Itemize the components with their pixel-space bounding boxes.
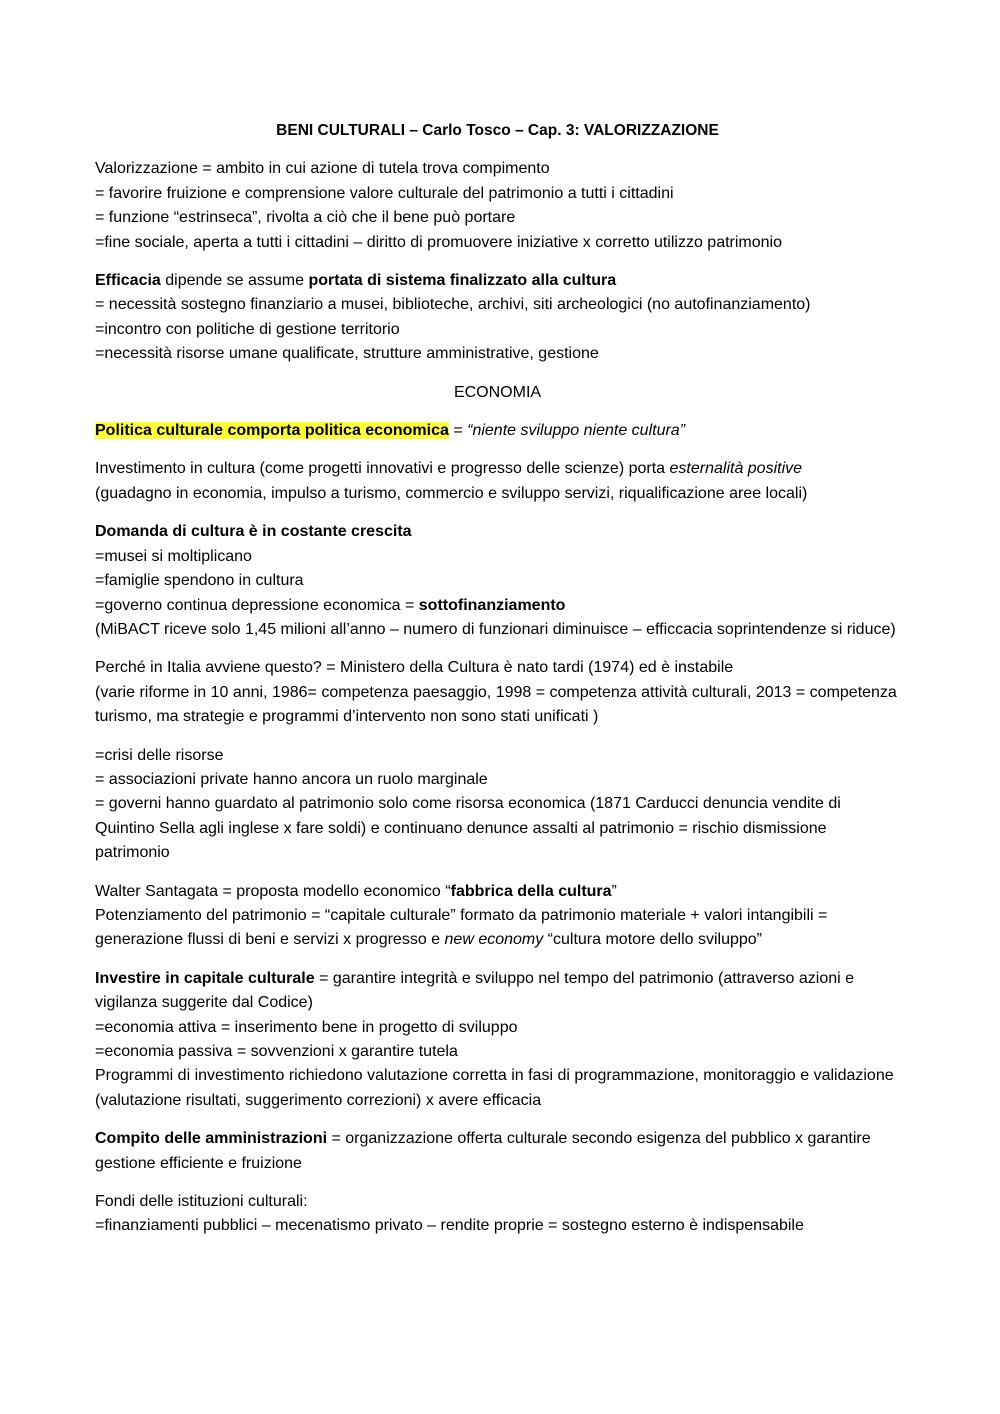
paragraph-capitale-culturale [95,967,900,1113]
text-line: = associazioni private hanno ancora un ruolo marginale [95,770,488,788]
section-heading-economia: ECONOMIA [453,383,542,401]
text: =governo continua depressione economica = [95,596,419,614]
bold-text: Efficacia [95,272,161,290]
text-line: (MiBACT riceve solo 1,45 milioni all’anno – numero di funzionari diminuisce – efficcacia soprintendenze si riduce) [95,620,896,638]
bold-text: Domanda di cultura è in costante crescita [95,523,412,541]
text-line: =crisi delle risorse [95,746,224,764]
text-line: =finanziamenti pubblici – mecenatismo privato – rendite proprie = sostegno esterno è indispensabile [95,1217,804,1235]
text-line: = favorire fruizione e comprensione valore culturale del patrimonio a tutti i cittadini [95,184,674,202]
text: Potenziamento del patrimonio = “capitale culturale” formato da patrimonio materiale + valori intangibili = generazione flussi di beni e servizi x progresso e [95,906,828,949]
text: Investimento in cultura (come progetti innovativi e progresso delle scienze) porta [95,460,670,478]
text-line: =fine sociale, aperta a tutti i cittadini – diritto di promuovere iniziative x corretto utilizzo patrimonio [95,233,782,251]
text-line: =musei si moltiplicano [95,547,252,565]
text-line [95,904,900,953]
bold-text: portata di sistema finalizzato alla cultura [308,272,617,290]
bold-text: sottofinanziamento [418,596,566,614]
text-line: =famiglie spendono in cultura [95,572,304,590]
paragraph-domanda-cultura [95,520,900,642]
text-line: =economia passiva = sovvenzioni x garantire tutela [95,1043,458,1060]
text: = organizzazione offerta culturale secondo esigenza del pubblico x garantire gestione efficiente e fruizione [95,1130,871,1172]
italic-text: esternalità positive [669,460,803,478]
paragraph-efficacia [95,269,900,367]
text-line: = necessità sostegno finanziario a musei, biblioteche, archivi, siti archeologici (no autofinanziamento) [95,296,811,314]
text-line: Perché in Italia avviene questo? = Ministero della Cultura è nato tardi (1974) ed è instabile [95,659,734,677]
text: dipende se assume [160,272,309,290]
highlighted-text: Politica culturale comporta politica economica [95,422,449,440]
text-line: (guadagno in economia, impulso a turismo, commercio e sviluppo servizi, riqualificazione aree locali) [95,484,808,502]
text-line: = governi hanno guardato al patrimonio solo come risorsa economica (1871 Carducci denuncia vendite di Quintino Sella agli inglese x fare soldi) e continuano denunce assalti al patrimonio = rischio dismissione patrimonio [95,795,841,862]
italic-quote: “niente sviluppo niente cultura” [467,422,686,440]
bold-text: Compito delle amministrazioni [95,1130,328,1148]
text-line: =necessità risorse umane qualificate, strutture amministrative, gestione [95,345,599,363]
text: = garantire integrità e sviluppo nel tempo del patrimonio (attraverso azioni e vigilanza suggerite dal Codice) [95,969,855,1012]
text-line: =incontro con politiche di gestione territorio [95,320,400,338]
paragraph-politica-culturale [95,419,900,443]
text-line: Programmi di investimento richiedono valutazione corretta in fasi di programmazione, monitoraggio e validazione (valutazione risultati, suggerimento correzioni) x avere efficacia [95,1067,894,1109]
text-line: =economia attiva = inserimento bene in progetto di sviluppo [95,1018,518,1036]
paragraph-amministrazioni [95,1127,900,1176]
text-line: (varie riforme in 10 anni, 1986= competenza paesaggio, 1998 = competenza attività culturali, 2013 = competenza turismo, ma strategie e programmi d’intervento non sono stati unificati ) [95,683,897,726]
text-line [95,520,900,544]
text-line [95,269,900,293]
paragraph-santagata [95,880,900,953]
document-title: BENI CULTURALI – Carlo Tosco – Cap. 3: VALORIZZAZIONE [276,122,719,139]
text: Walter Santagata = proposta modello economico “ [95,882,451,900]
paragraph-crisi [95,744,900,866]
text: “cultura motore dello sviluppo” [543,931,762,949]
italic-text: new economy [444,931,544,949]
text-line [95,594,900,618]
text-line: = funzione “estrinseca”, rivolta a ciò che il bene può portare [95,209,516,227]
text-line [95,967,900,1016]
paragraph-italia [95,656,900,729]
text-line [95,457,900,481]
text-line [95,880,900,904]
text-line: Fondi delle istituzioni culturali: [95,1193,308,1211]
paragraph-investimento [95,457,900,506]
paragraph-fondi [95,1190,900,1239]
bold-text: Investire in capitale culturale [95,969,315,987]
paragraph-valorizzazione [95,157,900,255]
text: = [448,422,468,440]
bold-text: fabbrica della cultura [450,882,612,900]
text-line: Valorizzazione = ambito in cui azione di tutela trova compimento [95,160,550,178]
text: ” [611,882,617,900]
